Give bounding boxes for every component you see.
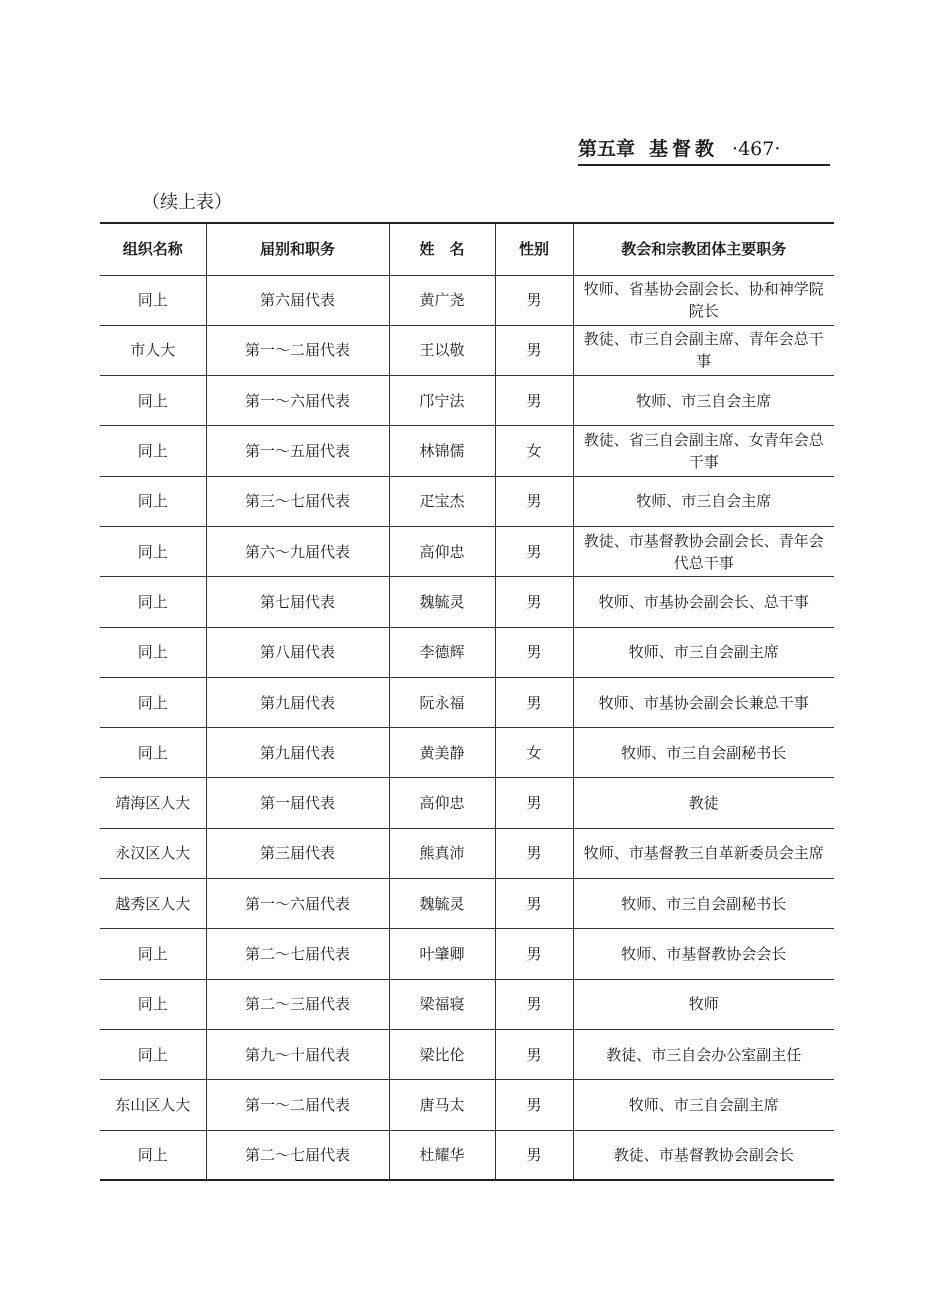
gender-cell: 男 — [495, 879, 573, 929]
term-position-cell: 第二～七届代表 — [206, 929, 389, 979]
table-row — [100, 929, 834, 979]
organization-cell: 东山区人大 — [100, 1080, 206, 1130]
organization-cell: 同上 — [100, 577, 206, 627]
duties-cell: 牧师、市三自会主席 — [573, 376, 834, 426]
name-cell: 叶肇卿 — [389, 929, 495, 979]
organization-cell: 同上 — [100, 929, 206, 979]
organization-cell: 同上 — [100, 426, 206, 476]
gender-cell: 女 — [495, 426, 573, 476]
name-cell: 黄广尧 — [389, 275, 495, 325]
organization-cell: 同上 — [100, 275, 206, 325]
gender-cell: 男 — [495, 929, 573, 979]
name-cell: 高仰忠 — [389, 526, 495, 576]
table-row — [100, 879, 834, 929]
name-cell: 林锦儒 — [389, 426, 495, 476]
column-header: 性别 — [495, 223, 573, 275]
organization-cell: 同上 — [100, 677, 206, 727]
table-row — [100, 275, 834, 325]
duties-cell: 牧师 — [573, 979, 834, 1029]
term-position-cell: 第九届代表 — [206, 677, 389, 727]
table-row — [100, 979, 834, 1029]
chapter-title: 基督教 — [649, 138, 719, 160]
gender-cell: 男 — [495, 275, 573, 325]
name-cell: 疋宝杰 — [389, 476, 495, 526]
column-header: 教会和宗教团体主要职务 — [573, 223, 834, 275]
duties-cell: 牧师、市基督教三自革新委员会主席 — [573, 828, 834, 878]
continued-label: （续上表） — [142, 192, 232, 213]
organization-cell: 同上 — [100, 376, 206, 426]
table-row — [100, 778, 834, 828]
table-row — [100, 1080, 834, 1130]
running-header — [578, 134, 830, 166]
organization-cell: 同上 — [100, 728, 206, 778]
gender-cell: 男 — [495, 1029, 573, 1079]
column-header: 姓 名 — [389, 223, 495, 275]
organization-cell: 同上 — [100, 526, 206, 576]
term-position-cell: 第一～二届代表 — [206, 325, 389, 375]
table-row — [100, 376, 834, 426]
page-number: ·467· — [732, 138, 781, 160]
term-position-cell: 第二～三届代表 — [206, 979, 389, 1029]
name-cell: 阮永福 — [389, 677, 495, 727]
term-position-cell: 第六～九届代表 — [206, 526, 389, 576]
term-position-cell: 第一～二届代表 — [206, 1080, 389, 1130]
organization-cell: 同上 — [100, 1130, 206, 1180]
name-cell: 李德辉 — [389, 627, 495, 677]
organization-cell: 越秀区人大 — [100, 879, 206, 929]
duties-cell: 教徒、省三自会副主席、女青年会总干事 — [573, 426, 834, 476]
name-cell: 邝宁法 — [389, 376, 495, 426]
name-cell: 唐马太 — [389, 1080, 495, 1130]
duties-cell: 牧师、市基协会副会长、总干事 — [573, 577, 834, 627]
duties-cell: 牧师、市基协会副会长兼总干事 — [573, 677, 834, 727]
duties-cell: 牧师、市基督教协会会长 — [573, 929, 834, 979]
gender-cell: 男 — [495, 778, 573, 828]
table-header-row — [100, 223, 834, 275]
table-row — [100, 526, 834, 576]
name-cell: 梁比伦 — [389, 1029, 495, 1079]
chapter-label: 第五章 — [578, 138, 636, 160]
term-position-cell: 第三～七届代表 — [206, 476, 389, 526]
duties-cell: 牧师、市三自会副主席 — [573, 1080, 834, 1130]
term-position-cell: 第七届代表 — [206, 577, 389, 627]
table-row — [100, 627, 834, 677]
table-row — [100, 828, 834, 878]
duties-cell: 教徒、市三自会副主席、青年会总干事 — [573, 325, 834, 375]
term-position-cell: 第八届代表 — [206, 627, 389, 677]
organization-cell: 靖海区人大 — [100, 778, 206, 828]
term-position-cell: 第九届代表 — [206, 728, 389, 778]
name-cell: 杜耀华 — [389, 1130, 495, 1180]
organization-cell: 同上 — [100, 476, 206, 526]
duties-cell: 牧师、市三自会副秘书长 — [573, 728, 834, 778]
gender-cell: 男 — [495, 1080, 573, 1130]
name-cell: 黄美静 — [389, 728, 495, 778]
name-cell: 王以敬 — [389, 325, 495, 375]
term-position-cell: 第二～七届代表 — [206, 1130, 389, 1180]
gender-cell: 男 — [495, 376, 573, 426]
duties-cell: 教徒 — [573, 778, 834, 828]
gender-cell: 男 — [495, 828, 573, 878]
term-position-cell: 第一～六届代表 — [206, 879, 389, 929]
duties-cell: 教徒、市三自会办公室副主任 — [573, 1029, 834, 1079]
organization-cell: 同上 — [100, 1029, 206, 1079]
name-cell: 高仰忠 — [389, 778, 495, 828]
column-header: 届别和职务 — [206, 223, 389, 275]
gender-cell: 男 — [495, 677, 573, 727]
gender-cell: 男 — [495, 325, 573, 375]
table-row — [100, 728, 834, 778]
term-position-cell: 第一届代表 — [206, 778, 389, 828]
term-position-cell: 第一～六届代表 — [206, 376, 389, 426]
name-cell: 熊真沛 — [389, 828, 495, 878]
name-cell: 魏毓灵 — [389, 577, 495, 627]
column-header: 组织名称 — [100, 223, 206, 275]
term-position-cell: 第六届代表 — [206, 275, 389, 325]
duties-cell: 牧师、市三自会副主席 — [573, 627, 834, 677]
table-row — [100, 476, 834, 526]
table-row — [100, 325, 834, 375]
gender-cell: 男 — [495, 526, 573, 576]
term-position-cell: 第一～五届代表 — [206, 426, 389, 476]
duties-cell: 牧师、市三自会主席 — [573, 476, 834, 526]
table-row — [100, 677, 834, 727]
name-cell: 魏毓灵 — [389, 879, 495, 929]
gender-cell: 男 — [495, 627, 573, 677]
organization-cell: 永汉区人大 — [100, 828, 206, 878]
duties-cell: 教徒、市基督教协会副会长 — [573, 1130, 834, 1180]
duties-cell: 牧师、市三自会副秘书长 — [573, 879, 834, 929]
name-cell: 梁福寝 — [389, 979, 495, 1029]
gender-cell: 女 — [495, 728, 573, 778]
term-position-cell: 第三届代表 — [206, 828, 389, 878]
representatives-table — [100, 222, 834, 1181]
organization-cell: 市人大 — [100, 325, 206, 375]
table-row — [100, 1029, 834, 1079]
duties-cell: 牧师、省基协会副会长、协和神学院院长 — [573, 275, 834, 325]
table-row — [100, 577, 834, 627]
table-row — [100, 1130, 834, 1180]
duties-cell: 教徒、市基督教协会副会长、青年会代总干事 — [573, 526, 834, 576]
gender-cell: 男 — [495, 577, 573, 627]
organization-cell: 同上 — [100, 979, 206, 1029]
gender-cell: 男 — [495, 476, 573, 526]
table-body — [100, 275, 834, 1180]
table-row — [100, 426, 834, 476]
term-position-cell: 第九～十届代表 — [206, 1029, 389, 1079]
gender-cell: 男 — [495, 979, 573, 1029]
organization-cell: 同上 — [100, 627, 206, 677]
gender-cell: 男 — [495, 1130, 573, 1180]
